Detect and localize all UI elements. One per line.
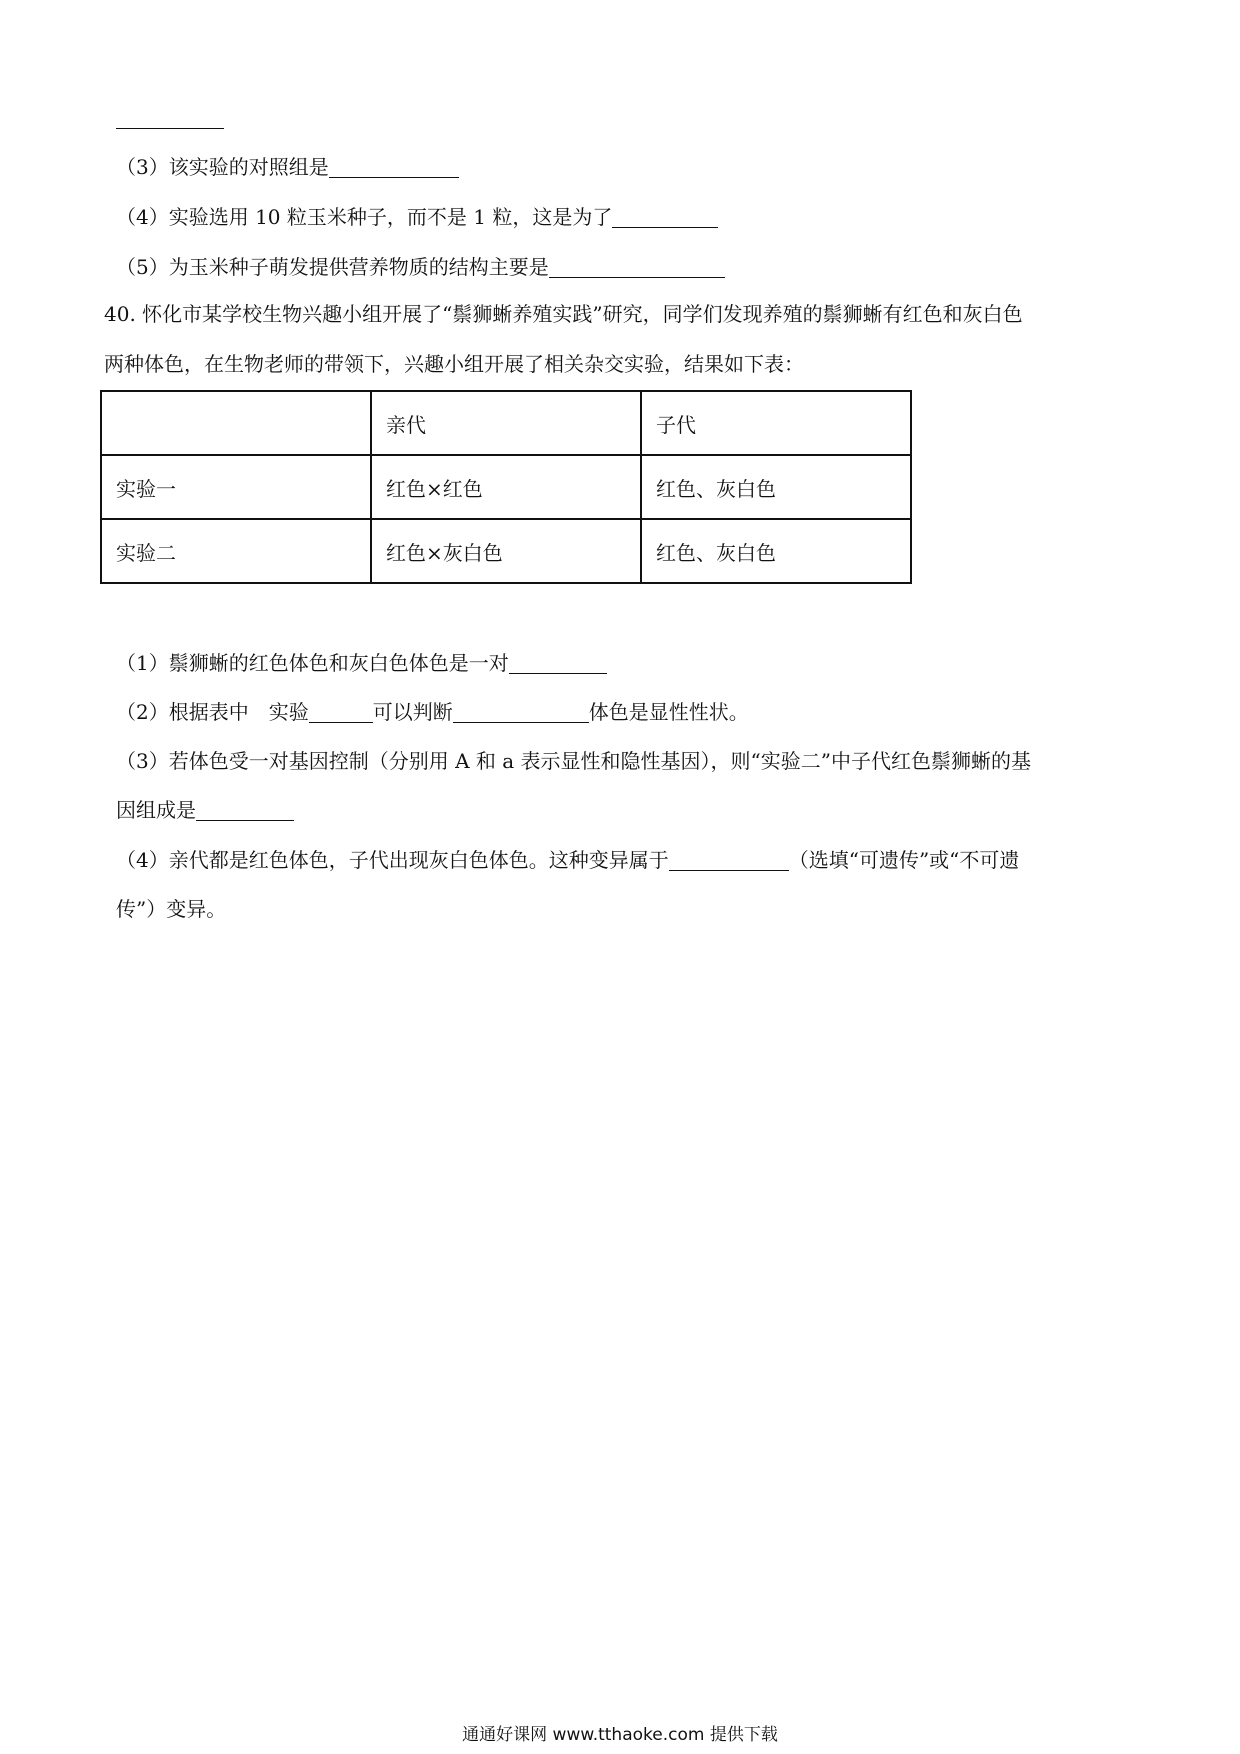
subquestion-2-text-b: 可以判断: [372, 700, 453, 724]
subquestion-3-line-1: （3）若体色受一对基因控制（分别用 A 和 a 表示显性和隐性基因），则“实验二”中子代红色鬃狮蜥的基: [116, 749, 1031, 773]
question-3-text: （3）该实验的对照组是: [116, 155, 329, 179]
table-header-cell: 子代: [641, 391, 911, 455]
table-header-cell: [101, 391, 371, 455]
answer-blank: [116, 128, 224, 129]
subquestion-1-text: （1）鬃狮蜥的红色体色和灰白色体色是一对: [116, 651, 509, 675]
question-5-line: [116, 252, 725, 282]
answer-blank: [669, 848, 789, 871]
answer-blank: [612, 205, 718, 228]
answer-blank: [509, 651, 607, 674]
table-cell: 红色、灰白色: [641, 455, 911, 519]
page-footer: 通通好课网 www.tthaoke.com 提供下载: [462, 1725, 778, 1745]
table-header-row: [101, 391, 911, 455]
subquestion-4-text-a: （4）亲代都是红色体色，子代出现灰白色体色。这种变异属于: [116, 848, 669, 872]
subquestion-2-line: [116, 697, 749, 727]
answer-blank: [549, 255, 725, 278]
subquestion-4-line-1: [116, 845, 1019, 875]
answer-blank: [309, 700, 373, 723]
cross-experiment-table: [100, 390, 912, 584]
subquestion-2-text-a: （2）根据表中 实验: [116, 700, 309, 724]
subquestion-4-text-b: （选填“可遗传”或“不可遗: [788, 848, 1020, 872]
answer-blank: [329, 155, 459, 178]
question-4-line: [116, 202, 718, 232]
table-row: [101, 455, 911, 519]
question-40-line-1: 40. 怀化市某学校生物兴趣小组开展了“鬃狮蜥养殖实践”研究，同学们发现养殖的鬃狮蜥有红色和灰白色: [104, 302, 1023, 326]
table-cell: 红色×红色: [371, 455, 641, 519]
table-cell: 红色×灰白色: [371, 519, 641, 583]
answer-blank: [453, 700, 589, 723]
question-4-text: （4）实验选用 10 粒玉米种子，而不是 1 粒，这是为了: [116, 205, 613, 229]
table-cell: 实验二: [101, 519, 371, 583]
question-5-text: （5）为玉米种子萌发提供营养物质的结构主要是: [116, 255, 549, 279]
subquestion-3-line-2: [116, 795, 294, 825]
question-3-line: [116, 152, 459, 182]
table-cell: 红色、灰白色: [641, 519, 911, 583]
subquestion-2-text-c: 体色是显性性状。: [588, 700, 749, 724]
table-cell: 实验一: [101, 455, 371, 519]
answer-blank: [196, 798, 294, 821]
table-header-cell: 亲代: [371, 391, 641, 455]
subquestion-4-line-2: 传”）变异。: [116, 897, 227, 921]
question-40-line-2: 两种体色，在生物老师的带领下，兴趣小组开展了相关杂交实验，结果如下表：: [104, 352, 804, 376]
table-row: [101, 519, 911, 583]
subquestion-1-line: [116, 648, 607, 678]
subquestion-3-text: 因组成是: [116, 798, 196, 822]
